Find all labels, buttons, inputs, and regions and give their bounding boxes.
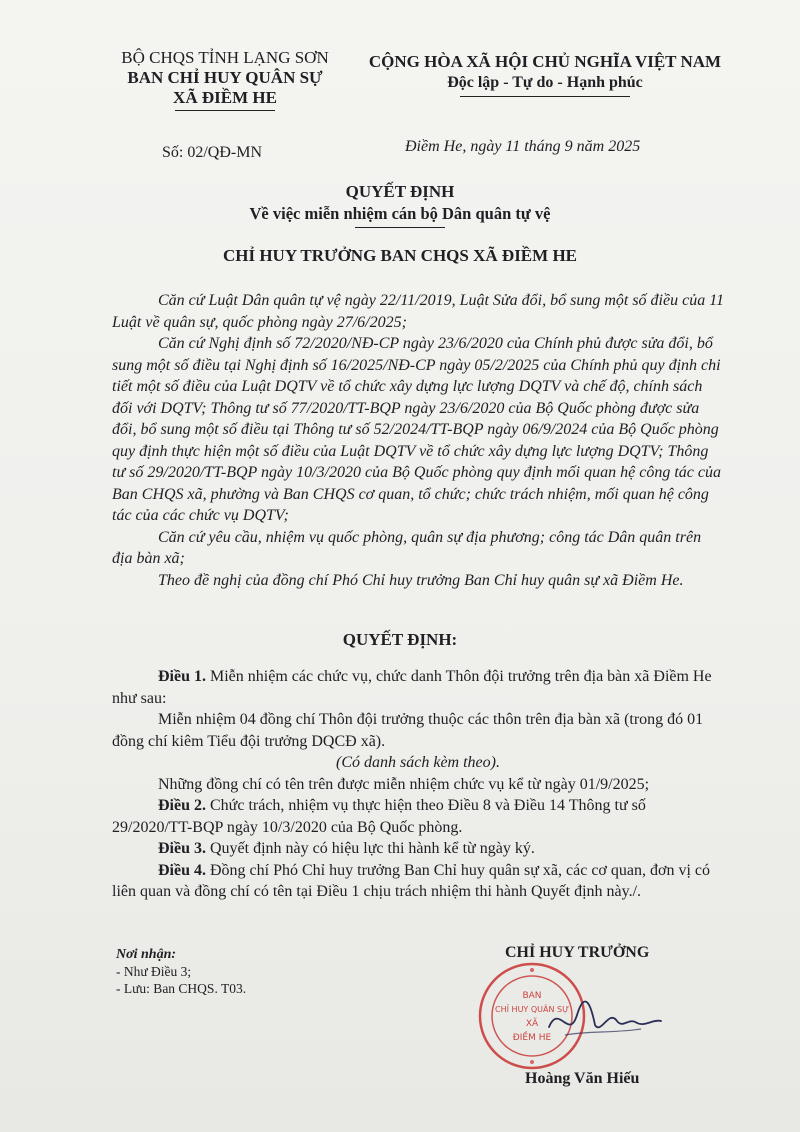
- recipients-heading: Nơi nhận:: [116, 947, 177, 962]
- article-2-label: Điều 2.: [158, 797, 206, 814]
- agency-underline: [175, 110, 275, 111]
- recipient-item: - Như Điều 3;: [116, 964, 192, 979]
- article-3-text: Quyết định này có hiệu lực thi hành kể từ ngày ký.: [206, 840, 535, 857]
- preamble-paragraph: Theo đề nghị của đồng chí Phó Chỉ huy trưởng Ban Chỉ huy quân sự xã Điềm He.: [158, 571, 684, 589]
- recipient-item: - Lưu: Ban CHQS. T03.: [116, 981, 247, 996]
- seal-line-3: XÃ: [525, 1019, 539, 1029]
- article-2: [112, 795, 724, 838]
- subject-underline: [355, 227, 445, 228]
- article-4-text: Đồng chí Phó Chỉ huy trưởng Ban Chỉ huy quân sự xã, các cơ quan, đơn vị có liên quan và đồng chí có tên tại Điều 1 chịu trách nhiệm thi hành Quyết định này./.: [112, 861, 710, 900]
- issuing-agency-block: [95, 48, 355, 111]
- document-title: QUYẾT ĐỊNH: [345, 182, 455, 201]
- article-1-note: (Có danh sách kèm theo).: [336, 754, 500, 771]
- national-motto: Độc lập - Tự do - Hạnh phúc: [447, 74, 643, 91]
- article-4: [112, 860, 724, 903]
- seal-star-icon: [530, 968, 534, 972]
- agency-line-2: BAN CHỈ HUY QUÂN SỰ: [127, 68, 323, 87]
- document-number: Số: 02/QĐ-MN: [162, 144, 263, 161]
- signature-stroke: [549, 1001, 661, 1027]
- recipients-block: [116, 946, 246, 997]
- seal-line-4: ĐIỀM HE: [512, 1033, 552, 1043]
- preamble-paragraph: Căn cứ Luật Dân quân tự vệ ngày 22/11/2019, Luật Sửa đổi, bổ sung một số điều của 11 Luật về quân sự, quốc phòng ngày 27/6/2025;: [112, 292, 725, 331]
- motto-underline: [460, 96, 630, 97]
- preamble: [112, 290, 724, 591]
- seal-line-1: BAN: [522, 991, 542, 1001]
- national-title-block: [355, 52, 735, 97]
- agency-line-3: XÃ ĐIỀM HE: [173, 88, 277, 107]
- seal-star-icon: [530, 1060, 534, 1064]
- article-1: [112, 666, 724, 709]
- article-3-label: Điều 3.: [158, 840, 206, 857]
- subject-text: Về việc miễn nhiệm cán bộ Dân quân tự vệ: [249, 204, 551, 223]
- article-4-label: Điều 4.: [158, 861, 206, 879]
- national-title: CỘNG HÒA XÃ HỘI CHỦ NGHĨA VIỆT NAM: [368, 52, 722, 71]
- preamble-paragraph: Căn cứ yêu cầu, nhiệm vụ quốc phòng, quân sự địa phương; công tác Dân quân trên địa bàn xã;: [112, 528, 702, 567]
- article-1-detail: Miễn nhiệm 04 đồng chí Thôn đội trưởng thuộc các thôn trên địa bàn xã (trong đó 01 đồng chí kiêm Tiểu đội trưởng DQCĐ xã).: [112, 711, 704, 750]
- signer-title: CHỈ HUY TRƯỞNG: [505, 944, 650, 961]
- article-1-label: Điều 1.: [158, 668, 206, 685]
- decision-heading: QUYẾT ĐỊNH:: [342, 630, 458, 649]
- handwritten-signature: [545, 995, 665, 1045]
- issuing-authority: CHỈ HUY TRƯỞNG BAN CHQS XÃ ĐIỀM HE: [222, 246, 578, 265]
- article-2-text: Chức trách, nhiệm vụ thực hiện theo Điều 8 và Điều 14 Thông tư số 29/2020/TT-BQP ngày 10/3/2020 của Bộ Quốc phòng.: [112, 797, 646, 836]
- preamble-paragraph: Căn cứ Nghị định số 72/2020/NĐ-CP ngày 23/6/2020 của Chính phủ được sửa đổi, bổ sung một số điều tại Nghị định số 16/2025/NĐ-CP ngày 05/2/2025 của Chính phủ quy định chi tiết một số điều của Luật DQTV về tổ chức xây dựng lực lượng DQTV và chế độ, chính sách đối với DQTV; Thông tư số 77/2020/TT-BQP ngày 23/6/2020 của Bộ Quốc phòng được sửa đổi, bổ sung một số điều tại Thông tư số 52/2024/TT-BQP ngày 06/9/2024 của Bộ Quốc phòng quy định thực hiện một số điều của Luật DQTV về tổ chức xây dựng lực lượng DQTV; Thông tư số 29/2020/TT-BQP ngày 10/3/2020 của Bộ Quốc phòng quy định mối quan hệ công tác của Ban CHQS xã, phường và Ban CHQS cơ quan, tổ chức; chức trách nhiệm, mối quan hệ công tác của các chức vụ DQTV;: [112, 335, 721, 524]
- document-subject: [0, 204, 800, 228]
- seal-line-2: CHỈ HUY QUÂN SỰ: [495, 1005, 569, 1014]
- article-3: [112, 838, 724, 860]
- signature-underline: [565, 1029, 641, 1035]
- article-1-text: Miễn nhiệm các chức vụ, chức danh Thôn đội trưởng trên địa bàn xã Điềm He như sau:: [112, 668, 712, 707]
- document-date: Điềm He, ngày 11 tháng 9 năm 2025: [405, 138, 641, 155]
- articles: [112, 666, 724, 903]
- signer-name: Hoàng Văn Hiếu: [525, 1070, 640, 1087]
- agency-line-1: BỘ CHQS TỈNH LẠNG SƠN: [121, 48, 329, 67]
- article-1-effect: Những đồng chí có tên trên được miễn nhiệm chức vụ kể từ ngày 01/9/2025;: [158, 775, 650, 793]
